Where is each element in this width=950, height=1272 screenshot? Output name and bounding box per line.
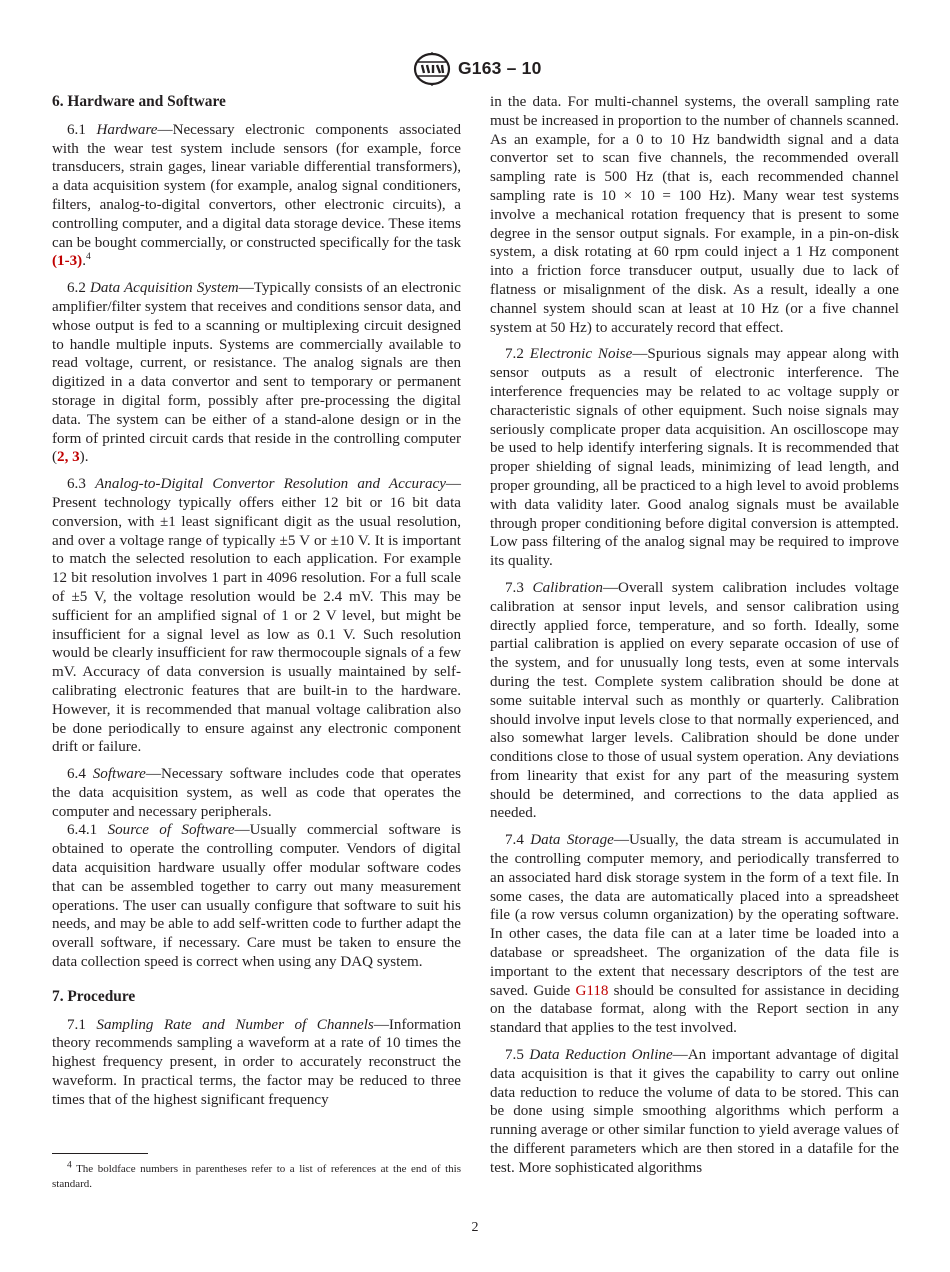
section-6-heading: 6. Hardware and Software — [52, 93, 226, 110]
term-data-reduction-online: Data Reduction Online — [529, 1047, 673, 1064]
term-electronic-noise: Electronic Noise — [529, 346, 633, 363]
paragraph-7-3: 7.3 Calibration—Overall system calibration includes voltage calibration at sensor input levels, and sensor calibration using directly applied force, temperature, and so forth. Ideally, some partial calibration is applied on every separate occasion of use of the system, and for unusually long tests, even at some intervals during the test. Complete system calibration should be done at some suitable interval such as monthly or quarterly. Calibration should involve input levels close to that normally experienced, and also somewhat larger levels. Calibration should be done under conditions close to those of usual system operation. Any deviations from linearity that exist for any part of the measuring system should be determined, and corrections to the data applied as needed. — [490, 579, 900, 822]
paragraph-7-5: 7.5 Data Reduction Online—An important advantage of digital data acquisition is that it gives the capability to carry out online data reduction to reduce the volume of data to be stored. This can be done using simple smoothing algorithms which perform a running average or other similar function to yield average values of the different parameters which are then stored in a datafile for the test. More sophisticated algorithms — [490, 1047, 899, 1176]
document-designation: G163 – 10 — [458, 58, 542, 78]
term-calibration: Calibration — [532, 579, 603, 596]
paragraph-6-4-1: 6.4.1 Source of Software—Usually commercial software is obtained to operate the controlling computer. Vendors of digital data acquisition hardware usually offer modular software codes that can be assembled together to carry out many measurement operations. The user can usually configure that software to suit his needs, and may be able to add self-written code to further adapt the overall software, if necessary. Care must be taken to ensure the data collection speed is correct when using any DAQ system. — [52, 822, 462, 971]
right-column — [490, 93, 899, 1186]
astm-logo-icon — [412, 52, 452, 86]
paragraph-7-2: 7.2 Electronic Noise—Spurious signals may appear along with sensor outputs as a result of electronic interference. The interference frequencies may be related to ac voltage supply or characteristic signals of other equipment. Such noise signals may seriously complicate proper data acquisition. An oscilloscope may be used to help identify interfering signals. It is recommended that proper shielding of signal leads, minimizing of lead length, and proper grounding, all be practiced to a high level to avoid problems with data validity later. Good analog signals must be available through proper conditioning before digital conversion is attempted. Low pass filtering of the analog signal may be required to improve its quality. — [490, 346, 900, 570]
paragraph-6-1: 6.1 Hardware—Necessary electronic components associated with the wear test system include sensors (for example, force transducers, strain gages, linear variable differential transformers), a data acquisition system (for example, analog signal conditioners, filters, analog-to-digital convertors, other electronic circuits), a controlling computer, and a digital data storage device. These items can be bought commercially, or constructed specifically for the task (1-3).$^4$ — [52, 121, 462, 270]
left-column — [52, 93, 461, 1118]
term-data-acquisition-system: Data Acquisition System — [89, 280, 239, 297]
page-header — [0, 52, 950, 88]
term-hardware: Hardware — [96, 121, 158, 138]
term-software: Software — [92, 766, 146, 783]
guide-g118-link[interactable]: G118 — [575, 982, 609, 999]
term-data-storage: Data Storage — [530, 832, 614, 849]
paragraph-6-2: 6.2 Data Acquisition System—Typically consists of an electronic amplifier/filter system that receives and conditions sensor data, and whose output is fed to a scanning or multiplexing circuit designed to handle multiple inputs. Systems are commercially available to read voltage, current, or resistance. The analog signals are then digitized in a data convertor and sent to temporary or permanent storage in digital form, possibly after pre-processing the digital data. The system can be either of a stand-alone design or in the form of printed circuit cards that reside in the controlling computer (2, 3). — [52, 280, 462, 466]
term-source-of-software: Source of Software — [107, 822, 235, 839]
term-sampling-rate: Sampling Rate and Number of Channels — [96, 1016, 374, 1033]
paragraph-6-3: 6.3 Analog-to-Digital Convertor Resolution and Accuracy—Present technology typically offers either 12 bit or 16 bit data conversion, with ±1 least significant digit as the usual resolution, and over a voltage range of typically ±5 V or ±10 V. It is important to match the selected resolution to each application. For example 12 bit resolution involves 1 part in 4096 resolution. For a full scale of ±5 V, the voltage resolution would be 2.4 mV. This may be sufficient for an amplified signal of 1 or 2 V level, but might be insufficient for a signal level as low as 0.1 V. Such resolution would be clearly insufficient for raw thermocouple signals of a few mV. Accuracy of data conversion is usually maintained by self-calibrating electronic features that are built-in to the hardware. However, it is recommended that manual voltage calibration also be done periodically to ensure against any electronic component drift or failure. — [52, 476, 462, 756]
paragraph-7-4: 7.4 Data Storage—Usually, the data stream is accumulated in the controlling computer memory, and periodically transferred to an associated hard disk storage system in the form of a text file. In some cases, the data are automatically placed into a spreadsheet file (a row versus column organization) by the operating software. In other cases, the data file can at a later time be loaded into a database or spreadsheet. The organization of the data file is important to the extent that necessary descriptors of the test are saved. Guide G118 should be consulted for assistance in deciding on the database format, along with the Report section in any standard that applies to the test involved. — [490, 832, 900, 1037]
section-7-heading: 7. Procedure — [52, 987, 136, 1005]
paragraph-7-1: 7.1 Sampling Rate and Number of Channels—Information theory recommends sampling a waveform at a rate of 10 times the highest frequency present, in order to accurately reconstruct the waveform. In practical terms, the factor may be reduced to three times that of the highest significant frequency — [52, 1016, 461, 1108]
term-adc-resolution: Analog-to-Digital Convertor Resolution and Accuracy — [95, 476, 446, 493]
paragraph-6-4: 6.4 Software—Necessary software includes code that operates the data acquisition system, as well as code that operates the computer and necessary peripherals. — [52, 766, 461, 820]
reference-link[interactable]: 2, 3 — [57, 449, 80, 466]
footnote-divider — [52, 1153, 148, 1154]
footnote-4: $^4$ The boldface numbers in parentheses refer to a list of references at the end of this standard. — [52, 1160, 461, 1190]
page-number: 2 — [471, 1220, 479, 1235]
reference-link[interactable]: (1-3) — [52, 253, 83, 270]
paragraph-7-1-continued: in the data. For multi-channel systems, the overall sampling rate must be increased in proportion to the number of channels scanned. As an example, for a 0 to 10 Hz bandwidth signal and a data convertor set to scan five channels, the recommended overall sampling rate is 500 Hz (that is, each recommended channel sampling rate is 10 × 10 = 100 Hz). Many wear test systems involve a mechanical rotation frequency that is present to some degree in the sensor output signals. For example, in a pin-on-disk system, a disk rotating at 60 rpm could inject a 1 Hz component into a friction force transducer output, usually due to lack of flatness or misalignment of the disk. As a result, ideally a one channel system should scan at least at 10 Hz (or a five channel system at 50 Hz) to accurately record that effect. — [490, 94, 899, 336]
footnote-marker[interactable]: 4 — [85, 252, 91, 263]
